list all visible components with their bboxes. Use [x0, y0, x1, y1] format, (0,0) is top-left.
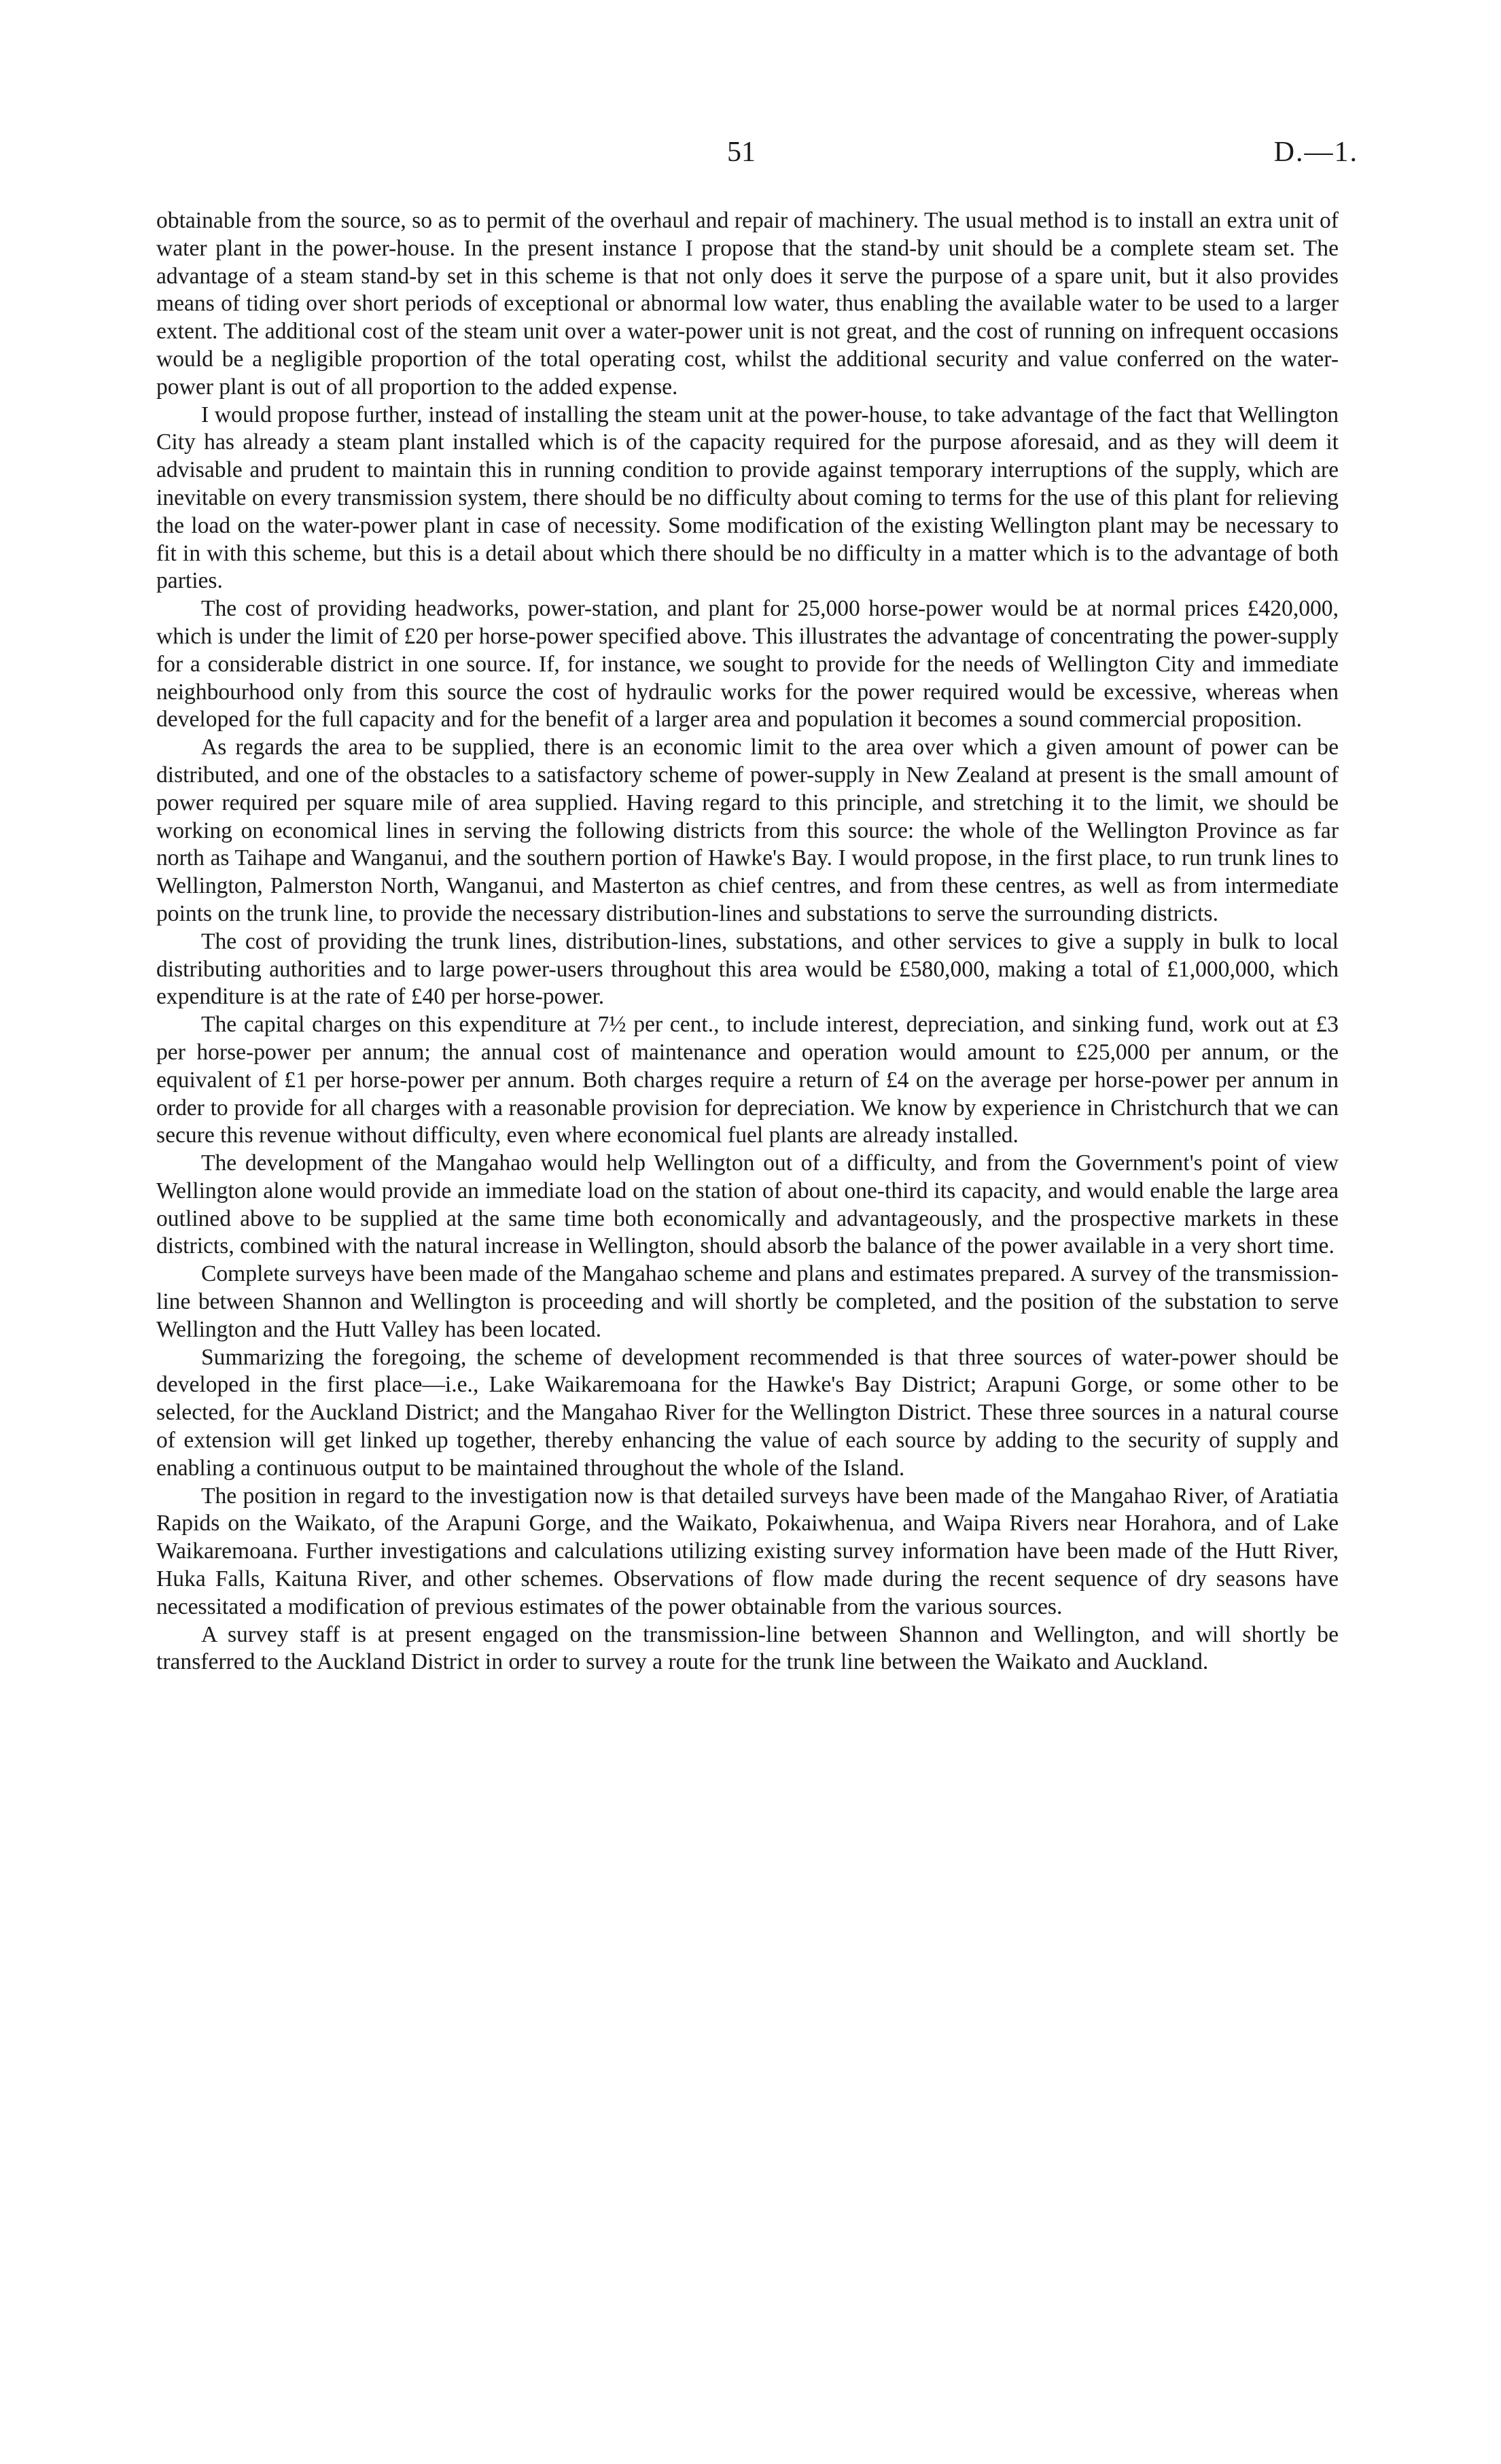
body-text	[156, 207, 1339, 2409]
paragraph-survey-staff: A survey staff is at present engaged on the transmission-line between Shannon and Wellington, and will shortly be transferred to the Auckland District in order to survey a route for the trunk line between the Waikato and Auckland.	[156, 1621, 1339, 1675]
paragraph-standby-unit: obtainable from the source, so as to permit of the overhaul and repair of machinery. The usual method is to install an extra unit of water plant in the power-house. In the present instance I propose that the stand-by unit should be a complete steam set. The advantage of a steam stand-by set in this scheme is that not only does it serve the purpose of a spare unit, but it also provides means of tiding over short periods of exceptional or abnormal low water, thus enabling the available water to be used to a larger extent. The additional cost of the steam unit over a water-power unit is not great, and the cost of running on infrequent occasions would be a negligible proportion of the total operating cost, whilst the additional security and value conferred on the water-power plant is out of all proportion to the added expense.	[156, 208, 1339, 400]
page-number: 51	[727, 137, 756, 168]
page-header	[0, 136, 1501, 177]
paragraph-investigation-position: The position in regard to the investigation now is that detailed surveys have been made of the Mangahao River, of Aratiatia Rapids on the Waikato, of the Arapuni Gorge, and the Waikato, Pokaiwhenua, and Waipa Rivers near Horahora, and of Lake Waikaremoana. Further investigations and calculations utilizing existing survey information have been made of the Hutt River, Huka Falls, Kaituna River, and other schemes. Observations of flow made during the recent sequence of dry seasons have necessitated a modification of previous estimates of the power obtainable from the various sources.	[156, 1483, 1339, 1619]
document-reference: D.—1.	[1273, 137, 1358, 168]
paragraph-mangahao-development: The development of the Mangahao would help Wellington out of a difficulty, and from the Government's point of view Wellington alone would provide an immediate load on the station of about one-third its capacity, and would enable the large area outlined above to be supplied at the same time both economically and advantageously, and the prospective markets in these districts, combined with the natural increase in Wellington, should absorb the balance of the power available in a very short time.	[156, 1150, 1339, 1259]
paragraph-capital-charges: The capital charges on this expenditure at 7½ per cent., to include interest, depreciation, and sinking fund, work out at £3 per horse-power per annum; the annual cost of maintenance and operation would amount to £25,000 per annum, or the equivalent of £1 per horse-power per annum. Both charges require a return of £4 on the average per horse-power per annum in order to provide for all charges with a reasonable provision for depreciation. We know by experience in Christchurch that we can secure this revenue without difficulty, even where economical fuel plants are already installed.	[156, 1012, 1339, 1148]
paragraph-headworks-cost: The cost of providing headworks, power-station, and plant for 25,000 horse-power would be at normal prices £420,000, which is under the limit of £20 per horse-power specified above. This illustrates the advantage of concentrating the power-supply for a considerable district in one source. If, for instance, we sought to provide for the needs of Wellington City and immediate neighbourhood only from this source the cost of hydraulic works for the power required would be excessive, whereas when developed for the full capacity and for the benefit of a larger area and population it becomes a sound commercial proposition.	[156, 596, 1339, 733]
paragraph-wellington-steam-plant: I would propose further, instead of installing the steam unit at the power-house, to take advantage of the fact that Wellington City has already a steam plant installed which is of the capacity required for the purpose aforesaid, and as they will deem it advisable and prudent to maintain this in running condition to provide against temporary interruptions of the supply, which are inevitable on every transmission system, there should be no difficulty about coming to terms for the use of this plant for relieving the load on the water-power plant in case of necessity. Some modification of the existing Wellington plant may be necessary to fit in with this scheme, but this is a detail about which there should be no difficulty in a matter which is to the advantage of both parties.	[156, 402, 1339, 594]
paragraph-summarizing: Summarizing the foregoing, the scheme of development recommended is that three sources of water-power should be developed in the first place—i.e., Lake Waikaremoana for the Hawke's Bay District; Arapuni Gorge, or some other to be selected, for the Auckland District; and the Mangahao River for the Wellington District. These three sources in a natural course of extension will get linked up together, thereby enhancing the value of each source by adding to the security of supply and enabling a continuous output to be maintained throughout the whole of the Island.	[156, 1344, 1339, 1481]
paragraph-complete-surveys: Complete surveys have been made of the Mangahao scheme and plans and estimates prepared. A survey of the transmission-line between Shannon and Wellington is proceeding and will shortly be completed, and the position of the substation to serve Wellington and the Hutt Valley has been located.	[156, 1261, 1339, 1342]
paragraph-area-supplied: As regards the area to be supplied, there is an economic limit to the area over which a given amount of power can be distributed, and one of the obstacles to a satisfactory scheme of power-supply in New Zealand at present is the small amount of power required per square mile of area supplied. Having regard to this principle, and stretching it to the limit, we should be working on economical lines in serving the following districts from this source: the whole of the Wellington Province as far north as Taihape and Wanganui, and the southern portion of Hawke's Bay. I would propose, in the first place, to run trunk lines to Wellington, Palmerston North, Wanganui, and Masterton as chief centres, and from these centres, as well as from intermediate points on the trunk line, to provide the necessary distribution-lines and substations to serve the surrounding districts.	[156, 735, 1339, 926]
paragraph-trunk-lines-cost: The cost of providing the trunk lines, distribution-lines, substations, and other services to give a supply in bulk to local distributing authorities and to large power-users throughout this area would be £580,000, making a total of £1,000,000, which expenditure is at the rate of £40 per horse-power.	[156, 928, 1339, 1010]
